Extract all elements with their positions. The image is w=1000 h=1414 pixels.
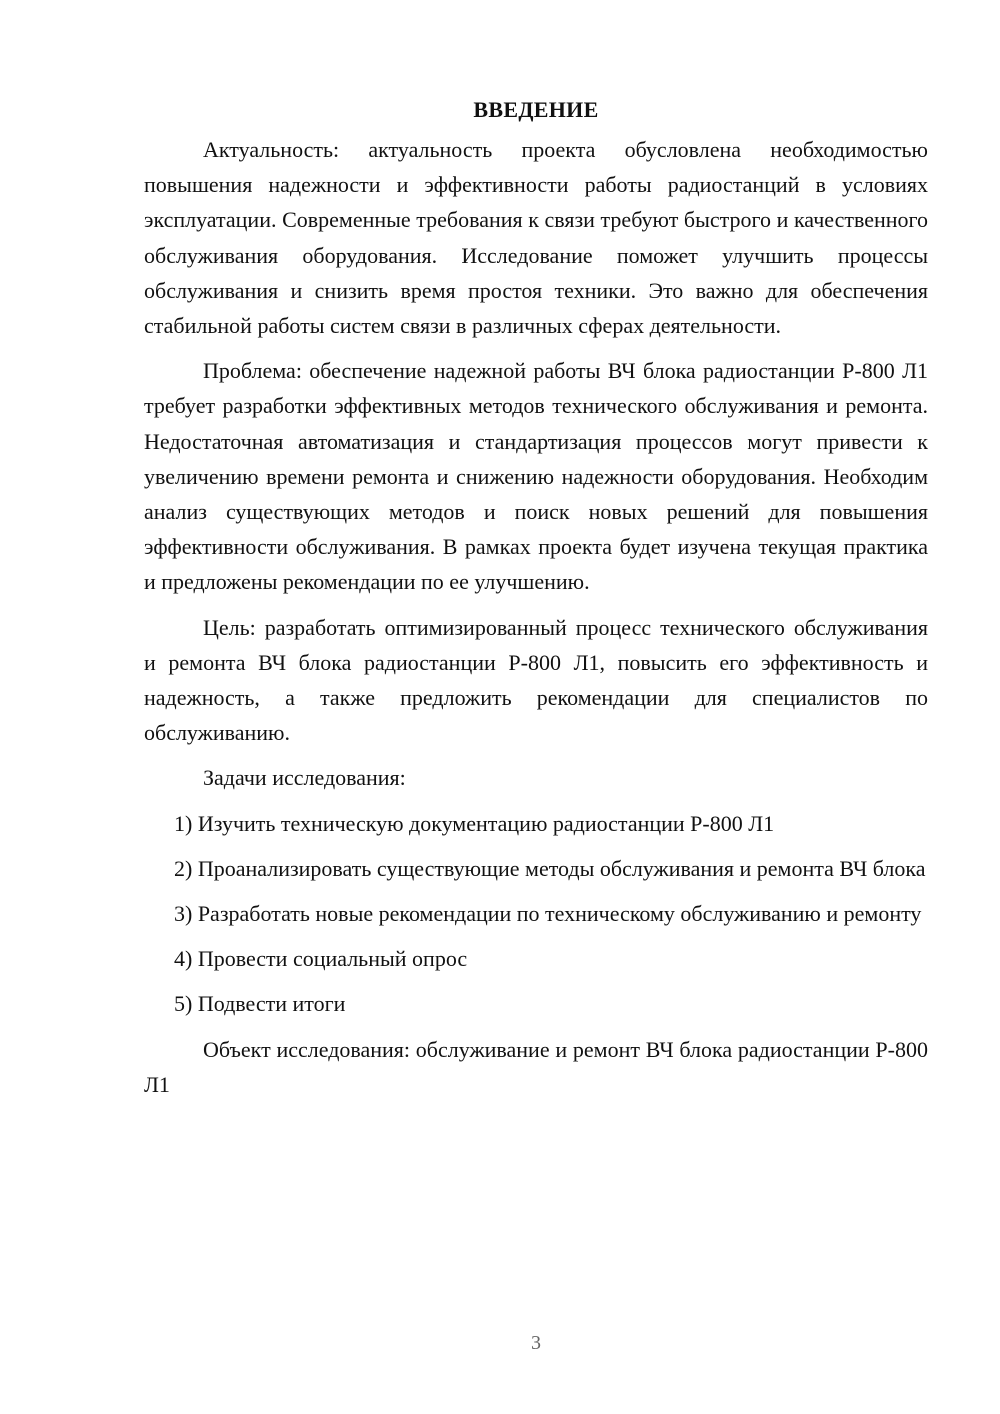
object-paragraph: Объект исследования: обслуживание и ремонт ВЧ блока радиостанции Р-800 Л1 xyxy=(144,1036,928,1097)
task-item: 1) Изучить техническую документацию радиостанции Р-800 Л1 xyxy=(174,810,775,836)
task-item: 2) Проанализировать существующие методы обслуживания и ремонта ВЧ блока xyxy=(174,855,926,881)
task-item: 3) Разработать новые рекомендации по техническому обслуживанию и ремонту xyxy=(174,901,922,927)
task-item: 4) Провести социальный опрос xyxy=(174,946,468,972)
section-title: ВВЕДЕНИЕ xyxy=(473,97,599,122)
tasks-list xyxy=(144,806,928,1022)
problem-paragraph: Проблема: обеспечение надежной работы ВЧ блока радиостанции Р-800 Л1 требует разработки эффективных методов технического обслуживания и ремонта. Недостаточная автоматизация и стандартизация процессов могут привести к увеличению времени ремонта и снижению надежности оборудования. Необходим анализ существующих методов и поиск новых решений для повышения эффективности обслуживания. В рамках проекта будет изучена текущая практика и предложены рекомендации по ее улучшению. xyxy=(144,358,928,595)
document-page xyxy=(144,92,928,1112)
task-item: 5) Подвести итоги xyxy=(174,991,346,1017)
page-number: 3 xyxy=(531,1332,541,1354)
tasks-heading: Задачи исследования: xyxy=(203,765,406,791)
goal-paragraph: Цель: разработать оптимизированный процесс технического обслуживания и ремонта ВЧ блока радиостанции Р-800 Л1, повысить его эффективность и надежность, а также предложить рекомендации для специалистов по обслуживанию. xyxy=(144,614,928,746)
relevance-paragraph: Актуальность: актуальность проекта обусловлена необходимостью повышения надежности и эффективности работы радиостанций в условиях эксплуатации. Современные требования к связи требуют быстрого и качественного обслуживания оборудования. Исследование поможет улучшить процессы обслуживания и снизить время простоя техники. Это важно для обеспечения стабильной работы систем связи в различных сферах деятельности. xyxy=(144,137,928,339)
